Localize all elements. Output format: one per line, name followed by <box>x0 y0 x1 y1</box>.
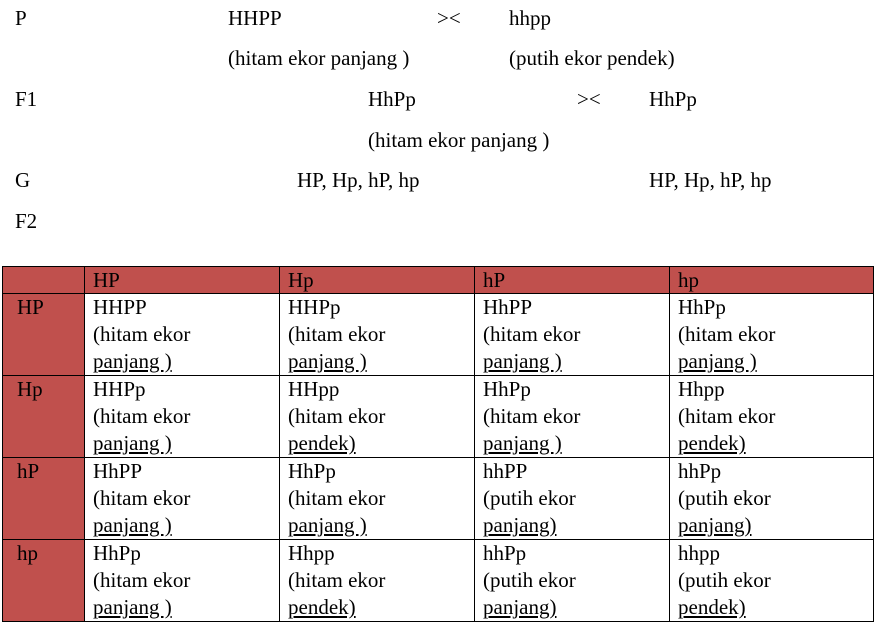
offspring-cell <box>85 540 280 622</box>
offspring-cell <box>85 376 280 458</box>
cell-phenotype: (putih ekor <box>483 568 576 592</box>
cell-phenotype-trait: panjang ) <box>288 513 367 537</box>
p-cross-symbol: >< <box>437 6 461 30</box>
cell-phenotype-trait: panjang) <box>483 595 557 619</box>
table-row <box>3 458 874 540</box>
offspring-cell <box>475 458 670 540</box>
table-row <box>3 376 874 458</box>
cell-phenotype: (hitam ekor <box>93 486 191 510</box>
cell-genotype: hhpp <box>678 541 720 565</box>
cell-genotype: HhPp <box>288 459 336 483</box>
offspring-cell <box>85 294 280 376</box>
cell-phenotype-trait: panjang) <box>483 513 557 537</box>
offspring-cell <box>280 458 475 540</box>
cell-phenotype-trait: panjang ) <box>93 431 172 455</box>
offspring-cell <box>280 376 475 458</box>
cell-phenotype-trait: panjang ) <box>93 349 172 373</box>
cell-phenotype-trait: panjang ) <box>483 431 562 455</box>
col-header: hp <box>670 267 874 294</box>
cell-phenotype: (hitam ekor <box>288 486 386 510</box>
cell-genotype: HhPP <box>93 459 143 483</box>
cell-phenotype-trait: panjang ) <box>93 513 172 537</box>
cell-phenotype: (hitam ekor <box>93 404 191 428</box>
cell-phenotype: (hitam ekor <box>288 322 386 346</box>
cell-phenotype: (putih ekor <box>678 486 771 510</box>
cell-genotype: HhPp <box>678 295 726 319</box>
offspring-cell <box>670 540 874 622</box>
cell-genotype: HHPp <box>93 377 146 401</box>
offspring-cell <box>280 540 475 622</box>
cell-genotype: HhPp <box>93 541 141 565</box>
cell-phenotype-trait: panjang) <box>678 513 752 537</box>
f2-label: F2 <box>15 209 38 233</box>
cell-phenotype: (hitam ekor <box>678 404 776 428</box>
cell-phenotype-trait: pendek) <box>288 595 356 619</box>
cell-genotype: HHpp <box>288 377 340 401</box>
row-header: hp <box>3 540 85 622</box>
cell-genotype: hhPp <box>678 459 722 483</box>
f1-parent2-genotype: HhPp <box>649 87 697 111</box>
f1-phenotype: (hitam ekor panjang ) <box>368 128 550 152</box>
cell-phenotype-trait: panjang ) <box>288 349 367 373</box>
col-header: HP <box>85 267 280 294</box>
offspring-cell <box>670 376 874 458</box>
cell-phenotype-trait: panjang ) <box>678 349 757 373</box>
table-row <box>3 540 874 622</box>
cell-genotype: hhPp <box>483 541 527 565</box>
cell-phenotype-trait: pendek) <box>288 431 356 455</box>
cell-genotype: HhPp <box>483 377 531 401</box>
cell-phenotype: (hitam ekor <box>483 322 581 346</box>
cell-phenotype: (hitam ekor <box>93 322 191 346</box>
cell-genotype: HhPP <box>483 295 533 319</box>
p-parent2-phenotype: (putih ekor pendek) <box>509 46 675 70</box>
f1-label: F1 <box>15 87 38 111</box>
g-label: G <box>15 168 31 192</box>
header-row <box>3 267 874 294</box>
cell-phenotype-trait: pendek) <box>678 431 746 455</box>
cell-genotype: hhPP <box>483 459 528 483</box>
cell-phenotype: (putih ekor <box>483 486 576 510</box>
row-header: HP <box>3 294 85 376</box>
p-parent1-phenotype: (hitam ekor panjang ) <box>228 46 410 70</box>
cell-phenotype: (hitam ekor <box>93 568 191 592</box>
g-gametes-parent1: HP, Hp, hP, hp <box>297 168 420 192</box>
cell-genotype: HHPP <box>93 295 147 319</box>
cell-phenotype: (hitam ekor <box>288 404 386 428</box>
p-parent1-genotype: HHPP <box>228 6 282 30</box>
table-row <box>3 294 874 376</box>
p-label: P <box>15 6 27 30</box>
cell-genotype: Hhpp <box>288 541 335 565</box>
cell-phenotype-trait: panjang ) <box>483 349 562 373</box>
offspring-cell <box>475 540 670 622</box>
cell-phenotype: (putih ekor <box>678 568 771 592</box>
col-header: Hp <box>280 267 475 294</box>
f1-cross-symbol: >< <box>577 87 601 111</box>
corner-cell <box>3 267 85 294</box>
col-header: hP <box>475 267 670 294</box>
cell-genotype: Hhpp <box>678 377 725 401</box>
offspring-cell <box>670 458 874 540</box>
punnett-square-table <box>2 266 874 622</box>
offspring-cell <box>280 294 475 376</box>
g-gametes-parent2: HP, Hp, hP, hp <box>649 168 772 192</box>
cell-phenotype-trait: pendek) <box>678 595 746 619</box>
offspring-cell <box>475 294 670 376</box>
cell-phenotype: (hitam ekor <box>288 568 386 592</box>
cell-phenotype: (hitam ekor <box>678 322 776 346</box>
row-header: hP <box>3 458 85 540</box>
offspring-cell <box>85 458 280 540</box>
cell-genotype: HHPp <box>288 295 341 319</box>
row-header: Hp <box>3 376 85 458</box>
cell-phenotype-trait: panjang ) <box>93 595 172 619</box>
p-parent2-genotype: hhpp <box>509 6 551 30</box>
offspring-cell <box>670 294 874 376</box>
f1-parent1-genotype: HhPp <box>368 87 416 111</box>
cell-phenotype: (hitam ekor <box>483 404 581 428</box>
offspring-cell <box>475 376 670 458</box>
